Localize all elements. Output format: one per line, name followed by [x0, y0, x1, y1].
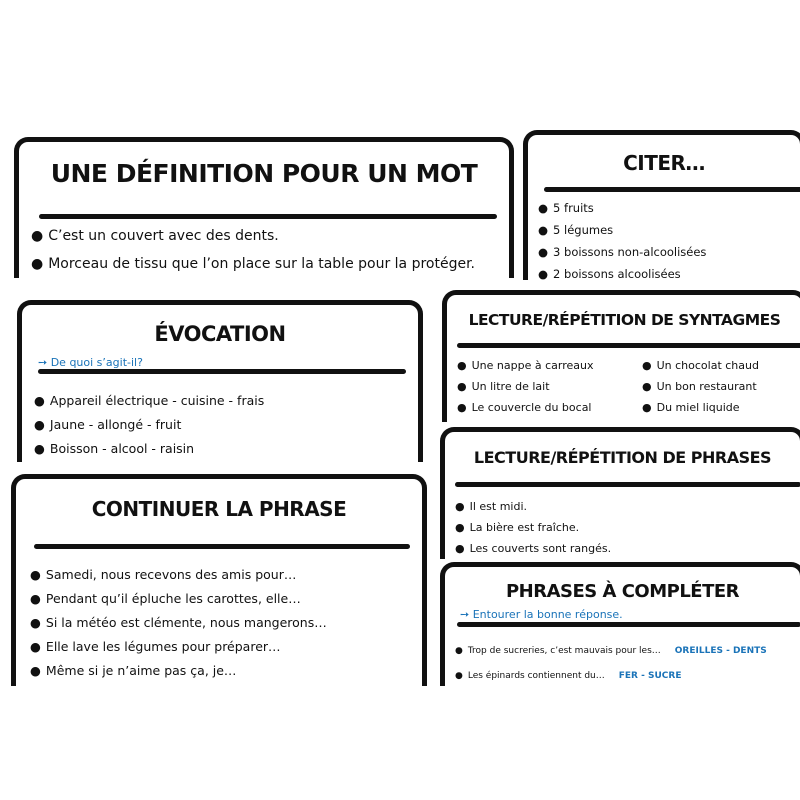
citer-title: CITER…: [623, 151, 705, 175]
evocation-title: ÉVOCATION: [154, 322, 286, 346]
evocation-card: [17, 300, 423, 462]
completer-item: ● Les épinards contiennent du… FER - SUCRE: [455, 671, 682, 681]
phrases-card: [440, 427, 800, 559]
citer-item: ● 2 boissons alcoolisées: [538, 267, 681, 281]
definition-title: UNE DÉFINITION POUR UN MOT: [50, 159, 478, 188]
syntagmes-item: ● Un chocolat chaud: [642, 359, 759, 372]
continuer-item: ● Même si je n’aime pas ça, je…: [30, 663, 237, 678]
syntagmes-item: ● Du miel liquide: [642, 401, 740, 414]
completer-answer: FER - SUCRE: [618, 671, 682, 681]
continuer-item: ● Si la météo est clémente, nous mangerons…: [30, 615, 327, 630]
continuer-card: [11, 474, 427, 686]
phrases-item: ● La bière est fraîche.: [455, 521, 580, 534]
definition-item: ● C’est un couvert avec des dents.: [31, 228, 279, 244]
definition-card: [14, 137, 514, 278]
citer-item: ● 5 légumes: [538, 223, 614, 237]
syntagmes-title: LECTURE/RÉPÉTITION DE SYNTAGMES: [468, 311, 781, 329]
phrases-title: LECTURE/RÉPÉTITION DE PHRASES: [473, 448, 772, 467]
continuer-title: CONTINUER LA PHRASE: [91, 497, 347, 521]
completer-card: [440, 562, 800, 686]
evocation-hint: ➙ De quoi s’agit-il?: [38, 356, 143, 369]
citer-divider: [544, 187, 800, 192]
citer-item: ● 5 fruits: [538, 201, 594, 215]
continuer-item: ● Pendant qu’il épluche les carottes, elle…: [30, 591, 301, 606]
evocation-item: ● Boisson - alcool - raisin: [34, 441, 195, 456]
definition-item: ● Morceau de tissu que l’on place sur la table pour la protéger.: [31, 256, 476, 272]
syntagmes-item: ● Le couvercle du bocal: [457, 401, 592, 414]
completer-answer: OREILLES - DENTS: [674, 646, 767, 656]
completer-title: PHRASES À COMPLÉTER: [505, 581, 740, 602]
syntagmes-card: [442, 290, 800, 422]
syntagmes-item: ● Une nappe à carreaux: [457, 359, 594, 372]
definition-divider: [39, 214, 497, 219]
completer-divider: [457, 622, 800, 627]
syntagmes-divider: [457, 343, 800, 348]
phrases-item: ● Les couverts sont rangés.: [455, 542, 612, 555]
completer-item: ● Trop de sucreries, c’est mauvais pour les… OREILLES - DENTS: [455, 646, 767, 656]
continuer-item: ● Samedi, nous recevons des amis pour…: [30, 567, 297, 582]
syntagmes-item: ● Un litre de lait: [457, 380, 550, 393]
continuer-divider: [34, 544, 410, 549]
citer-card: [523, 130, 800, 280]
syntagmes-item: ● Un bon restaurant: [642, 380, 757, 393]
completer-hint: ➙ Entourer la bonne réponse.: [460, 608, 623, 621]
evocation-item: ● Jaune - allongé - fruit: [34, 417, 182, 432]
citer-item: ● 3 boissons non-alcoolisées: [538, 245, 707, 259]
evocation-item: ● Appareil électrique - cuisine - frais: [34, 393, 265, 408]
phrases-divider: [455, 482, 800, 487]
evocation-divider: [38, 369, 406, 374]
continuer-item: ● Elle lave les légumes pour préparer…: [30, 639, 281, 654]
phrases-item: ● Il est midi.: [455, 500, 528, 513]
